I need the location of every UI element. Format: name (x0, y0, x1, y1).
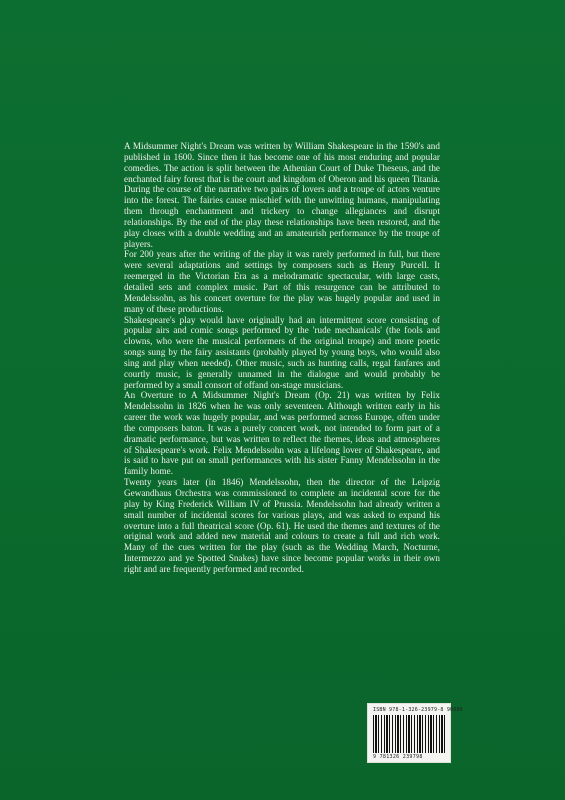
blurb-text (124, 141, 440, 575)
paragraph-intro: A Midsummer Night's Dream was written by William Shakespeare in the 1590's and published in 1600. Since then it has become one of his most enduring and popular comedies. The action is split between the Athenian Court of Duke Theseus, and the enchanted fairy forest that is the court and kingdom of Oberon and his queen Titania. During the course of the narrative two pairs of lovers and a troupe of actors venture into the forest. The fairies cause mischief with the unwitting humans, manipulating them through enchantment and trickery to change allegiances and disrupt relationships. By the end of the play these relationships have been restored, and the play closes with a double wedding and an amateurish performance by the troupe of players. (124, 141, 440, 249)
isbn-number: ISBN 978-1-326-23979-8 90000 (373, 707, 463, 713)
paragraph-original-music: Shakespeare's play would have originally had an intermittent score consisting of popular airs and comic songs performed by the 'rude mechanicals' (the fools and clowns, who were the musical performers of the original troupe) and more poetic songs sung by the fairy assistants (probably played by young boys, who would also sing and play when needed). Other music, such as hunting calls, regal fanfares and courtly music, is generally unnamed in the dialogue and would probably be performed by a small consort of offand on-stage musicians. (124, 314, 440, 390)
barcode-bars (373, 715, 445, 753)
isbn-barcode (367, 703, 463, 763)
barcode-digits: 9 781326 239798 (373, 754, 423, 760)
paragraph-overture: An Overture to A Midsummer Night's Dream (Op. 21) was written by Felix Mendelssohn in 1826 when he was only seventeen. Although written early in his career the work was hugely popular, and was performed across Europe, often under the composers baton. It was a purely concert work, not intended to form part of a dramatic performance, but was written to reflect the themes, ideas and atmospheres of Shakespeare's work. Felix Mendelssohn was a lifelong lover of Shakespeare, and is said to have put on small performances with his sister Fanny Mendelssohn in the family home. (124, 390, 440, 477)
paragraph-incidental-score: Twenty years later (in 1846) Mendelssohn, then the director of the Leipzig Gewandhaus Orchestra was commissioned to complete an incidental score for the play by King Frederick William IV of Prussia. Mendelssohn had already written a small number of incidental scores for various plays, and was asked to expand his overture into a full theatrical score (Op. 61). He used the themes and textures of the original work and added new material and colours to create a full and rich work. Many of the cues written for the play (such as the Wedding March, Nocturne, Intermezzo and ye Spotted Snakes) have since become popular works in their own right and are frequently performed and recorded. (124, 477, 440, 574)
paragraph-history: For 200 years after the writing of the play it was rarely performed in full, but there were several adaptations and settings by composers such as Henry Purcell. It reemerged in the Victorian Era as a melodramatic spectacular, with large casts, detailed sets and complex music. Part of this resurgence can be attributed to Mendelssohn, as his concert overture for the play was hugely popular and used in many of these productions. (124, 249, 440, 314)
